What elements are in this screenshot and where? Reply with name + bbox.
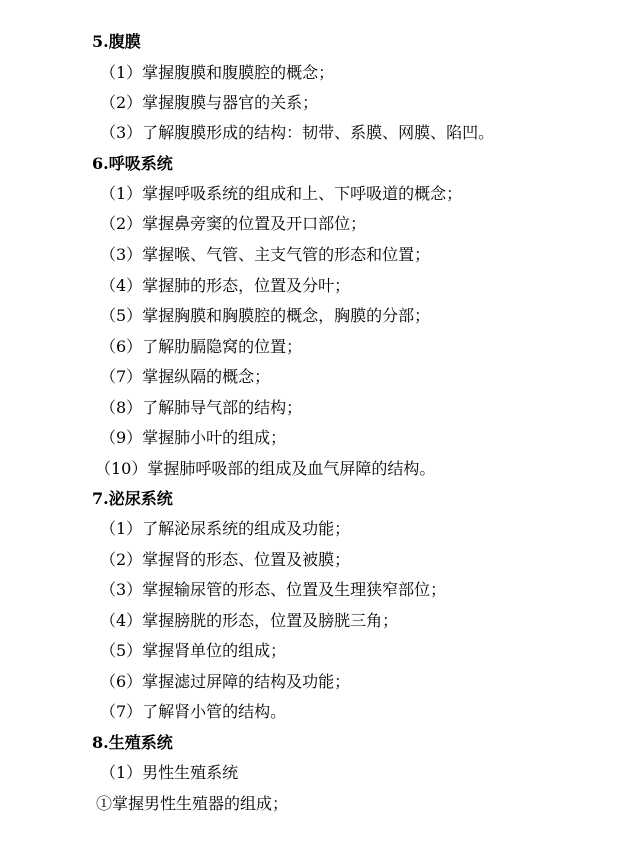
list-item: （5）掌握胸膜和胸膜腔的概念，胸膜的分部； — [100, 306, 431, 325]
section-heading-reproductive: 8.生殖系统 — [92, 733, 173, 752]
list-item: （1）掌握呼吸系统的组成和上、下呼吸道的概念； — [100, 184, 463, 203]
list-item: （1）掌握腹膜和腹膜腔的概念； — [100, 63, 335, 82]
list-item: （2）掌握腹膜与器官的关系； — [100, 93, 319, 112]
list-item: （3）掌握输尿管的形态、位置及生理狭窄部位； — [100, 580, 447, 599]
list-item: （8）了解肺导气部的结构； — [100, 398, 303, 417]
list-item: （1）了解泌尿系统的组成及功能； — [100, 519, 351, 538]
list-item: （5）掌握肾单位的组成； — [100, 641, 287, 660]
list-item: （4）掌握肺的形态，位置及分叶； — [100, 276, 351, 295]
list-item: （2）掌握鼻旁窦的位置及开口部位； — [100, 214, 367, 233]
list-item: （3）掌握喉、气管、主支气管的形态和位置； — [100, 245, 431, 264]
section-heading-respiratory: 6.呼吸系统 — [92, 154, 173, 173]
list-item: （7）掌握纵隔的概念； — [100, 367, 271, 386]
list-item: （6）掌握滤过屏障的结构及功能； — [100, 672, 351, 691]
list-item: ①掌握男性生殖器的组成； — [96, 794, 289, 813]
list-item: （6）了解肋膈隐窝的位置； — [100, 337, 303, 356]
list-item: （10）掌握肺呼吸部的组成及血气屏障的结构。 — [95, 459, 436, 478]
section-heading-peritoneum: 5.腹膜 — [92, 32, 141, 51]
list-item: （7）了解肾小管的结构。 — [100, 702, 287, 721]
section-heading-urinary: 7.泌尿系统 — [92, 489, 173, 508]
list-item: （2）掌握肾的形态、位置及被膜； — [100, 550, 351, 569]
list-item: （1）男性生殖系统 — [100, 763, 239, 782]
list-item: （3）了解腹膜形成的结构：韧带、系膜、网膜、陷凹。 — [100, 123, 495, 142]
list-item: （4）掌握膀胱的形态，位置及膀胱三角； — [100, 611, 399, 630]
list-item: （9）掌握肺小叶的组成； — [100, 428, 287, 447]
